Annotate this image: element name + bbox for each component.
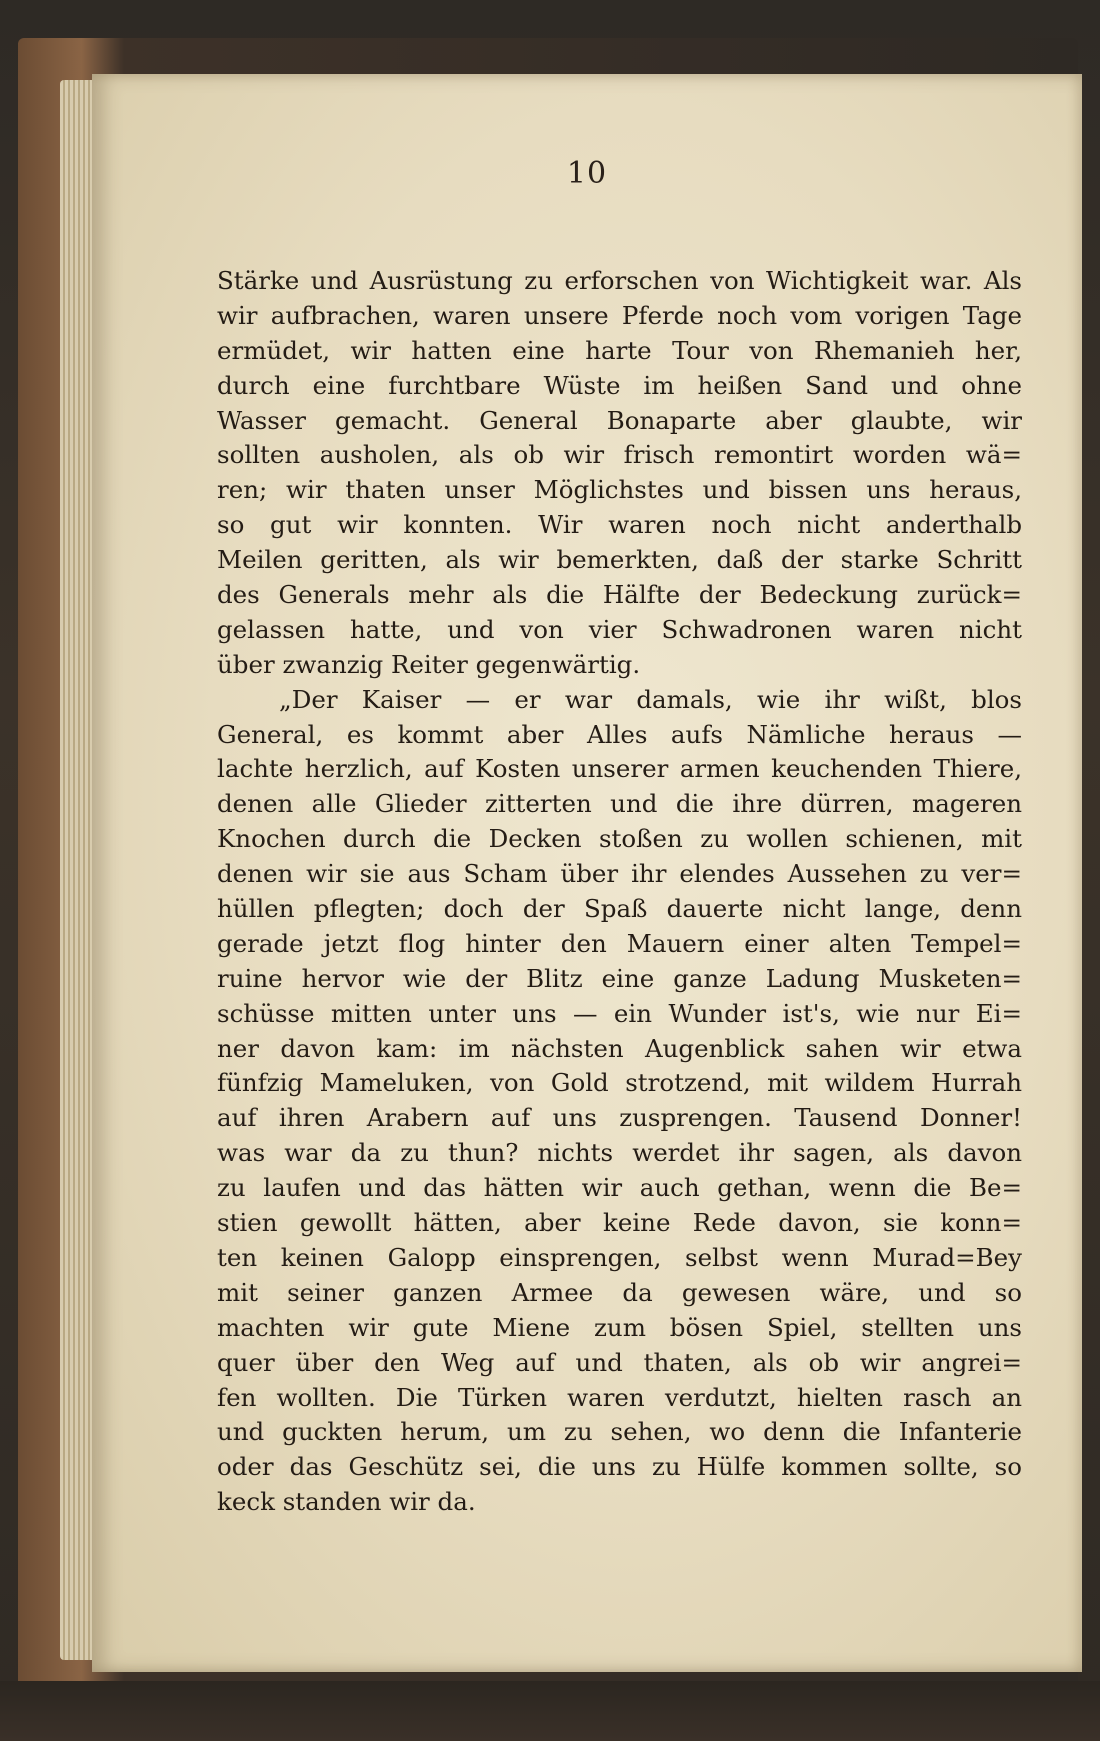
scan-bottom-border [0,1681,1100,1741]
text-line: zu laufen und das hätten wir auch gethan, wenn die Be= [217,1173,1022,1203]
text-line: oder das Geschütz sei, die uns zu Hülfe kommen sollte, so [217,1452,1022,1482]
text-line: so gut wir konnten. Wir waren noch nicht anderthalb [217,510,1022,540]
page-number: 10 [566,156,608,191]
text-line: fünfzig Mameluken, von Gold strotzend, mit wildem Hurrah [217,1068,1022,1098]
text-line: durch eine furchtbare Wüste im heißen Sand und ohne [217,370,1022,400]
text-line-paragraph-start: „Der Kaiser — er war damals, wie ihr wißt, blos [279,684,1022,714]
book-page [92,74,1082,1672]
text-line: Knochen durch die Decken stoßen zu wollen schienen, mit [217,824,1022,854]
text-line: Wasser gemacht. General Bonaparte aber glaubte, wir [217,405,1022,435]
text-line: ruine hervor wie der Blitz eine ganze Ladung Musketen= [217,963,1022,993]
text-line: was war da zu thun? nichts werdet ihr sagen, als davon [217,1138,1022,1168]
text-line: wir aufbrachen, waren unsere Pferde noch vom vorigen Tage [217,300,1022,330]
text-line: und guckten herum, um zu sehen, wo denn die Infanterie [217,1417,1022,1447]
body-text [217,264,1022,1520]
text-line: machten wir gute Miene zum bösen Spiel, stellten uns [217,1312,1022,1342]
text-line: Stärke und Ausrüstung zu erforschen von Wichtigkeit war. Als [217,266,1022,295]
text-line: denen alle Glieder zitterten und die ihre dürren, mageren [217,789,1022,819]
text-line: denen wir sie aus Scham über ihr elendes Aussehen zu ver= [217,859,1022,889]
text-line: fen wollten. Die Türken waren verdutzt, hielten rasch an [217,1382,1022,1412]
text-line: schüsse mitten unter uns — ein Wunder ist's, wie nur Ei= [217,998,1022,1028]
text-line: auf ihren Arabern auf uns zusprengen. Tausend Donner! [217,1103,1022,1133]
text-line: gelassen hatte, und von vier Schwadronen waren nicht [217,614,1022,644]
text-line-paragraph-end: keck standen wir da. [217,1487,476,1517]
text-line: des Generals mehr als die Hälfte der Bedeckung zurück= [217,580,1022,610]
text-line: mit seiner ganzen Armee da gewesen wäre, und so [217,1277,1022,1307]
text-line-paragraph-end: über zwanzig Reiter gegenwärtig. [217,649,641,679]
text-line: stien gewollt hätten, aber keine Rede davon, sie konn= [217,1208,1022,1238]
text-line: gerade jetzt flog hinter den Mauern einer alten Tempel= [217,928,1022,958]
text-line: lachte herzlich, auf Kosten unserer armen keuchenden Thiere, [217,754,1022,784]
text-line: ner davon kam: im nächsten Augenblick sahen wir etwa [217,1033,1022,1063]
text-line: quer über den Weg auf und thaten, als ob wir angrei= [217,1347,1022,1377]
text-line: Meilen geritten, als wir bemerkten, daß der starke Schritt [217,545,1022,575]
text-line: hüllen pflegten; doch der Spaß dauerte nicht lange, denn [217,894,1022,924]
text-line: ren; wir thaten unser Möglichstes und bissen uns heraus, [217,475,1022,505]
text-line: ermüdet, wir hatten eine harte Tour von Rhemanieh her, [217,335,1022,365]
text-line: General, es kommt aber Alles aufs Nämliche heraus — [217,719,1022,749]
text-line: sollten ausholen, als ob wir frisch remontirt worden wä= [217,440,1022,470]
text-line: ten keinen Galopp einsprengen, selbst wenn Murad=Bey [217,1242,1022,1272]
